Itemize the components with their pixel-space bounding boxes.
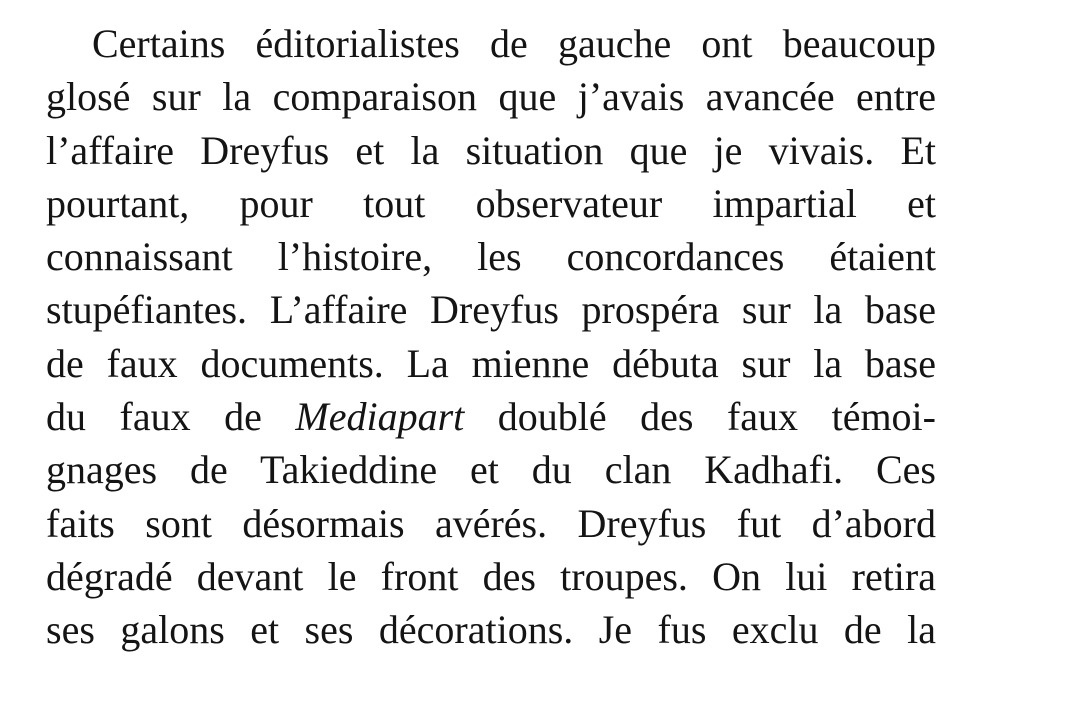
publication-name: Mediapart xyxy=(295,394,465,440)
text-line: connaissant l’histoire, les concordances étaient xyxy=(46,234,936,280)
text-line: ses galons et ses décorations. Je fus exclu de la xyxy=(46,607,936,653)
text-fragment: doublé des faux témoi- xyxy=(464,394,936,440)
text-line: Certains éditorialistes de gauche ont beaucoup xyxy=(92,21,936,66)
text-line-with-italic xyxy=(46,390,936,443)
text-line: pourtant, pour tout observateur impartial et xyxy=(46,180,936,226)
text-line: glosé sur la comparaison que j’avais avancée entre xyxy=(46,74,936,120)
text-fragment: du faux de xyxy=(46,394,296,440)
text-line: stupéfiantes. L’affaire Dreyfus prospéra sur la base xyxy=(46,287,936,333)
body-paragraph xyxy=(46,17,936,657)
text-line: gnages de Takieddine et du clan Kadhafi. Ces xyxy=(46,447,936,493)
text-line: de faux documents. La mienne débuta sur la base xyxy=(46,340,936,386)
text-line: faits sont désormais avérés. Dreyfus fut d’abord xyxy=(46,500,936,546)
text-line: l’affaire Dreyfus et la situation que je vivais. Et xyxy=(46,127,936,173)
text-line: dégradé devant le front des troupes. On lui retira xyxy=(46,553,936,599)
